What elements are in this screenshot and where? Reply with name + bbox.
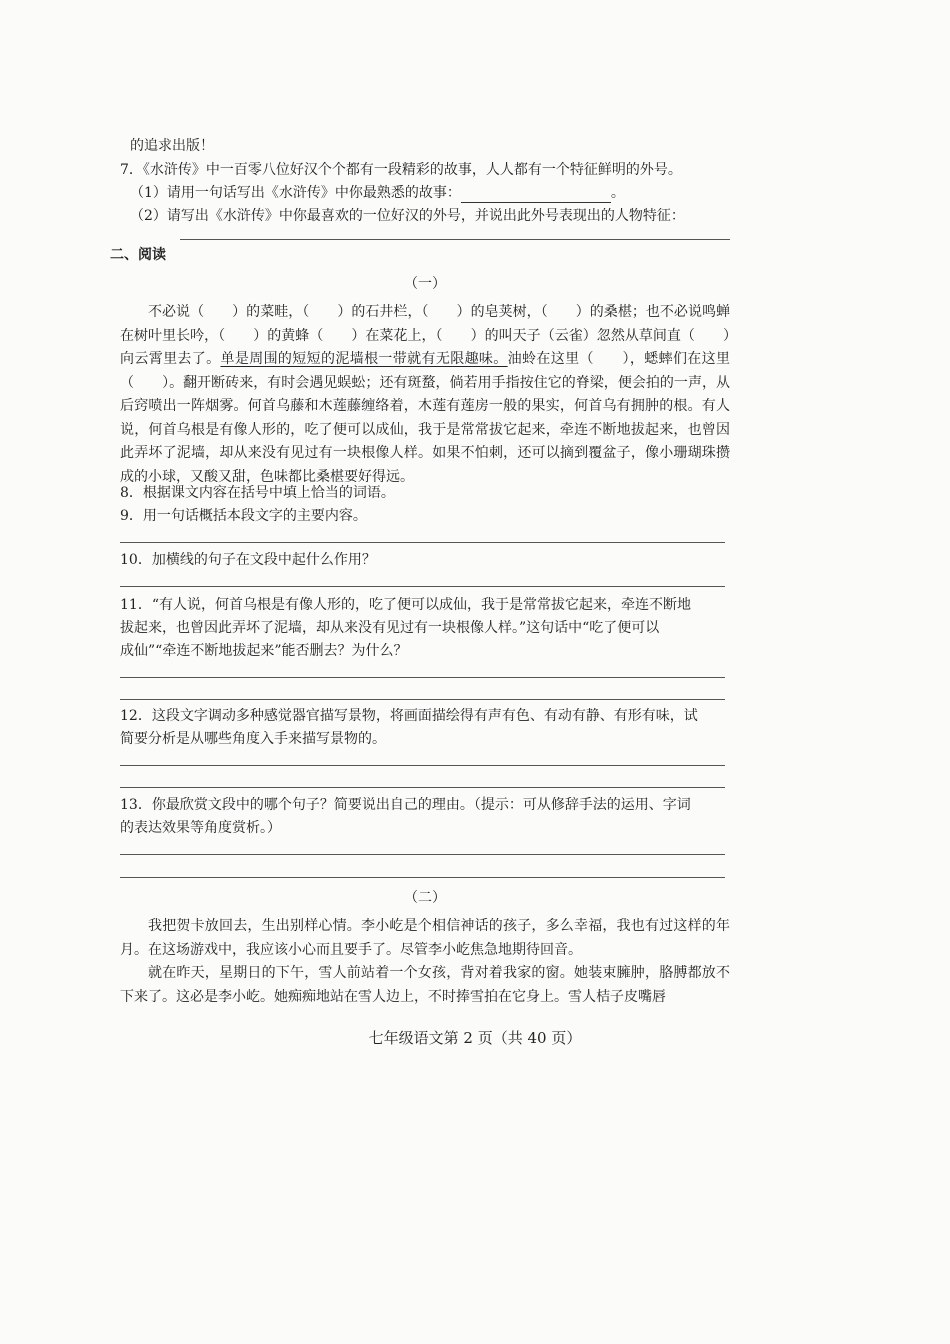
question-11-line2: 拔起来，也曾因此弄坏了泥墙，却从来没有见过有一块根像人样。”这句话中“吃了便可以: [120, 620, 660, 636]
answer-line[interactable]: [120, 586, 725, 587]
answer-line[interactable]: [180, 239, 730, 240]
answer-line[interactable]: [120, 787, 725, 788]
answer-line[interactable]: [120, 542, 725, 543]
underlined-sentence: 单是周围的短短的泥墙根一带就有无限趣味。: [220, 351, 508, 367]
text-line: 的追求出版！: [130, 138, 214, 154]
reading-passage-2-para1: 我把贺卡放回去，生出别样心情。李小屹是个相信神话的孩子，多么幸福，我也有过这样的年月。在这场游戏中，我应该小心而且要手了。尽管李小屹焦急地期待回音。: [120, 918, 730, 958]
question-8: 8．根据课文内容在括号中填上恰当的词语。: [120, 485, 395, 501]
answer-line[interactable]: [120, 699, 725, 700]
answer-line[interactable]: [120, 877, 725, 878]
question-10: 10．加横线的句子在文段中起什么作用？: [120, 552, 376, 568]
question-13-line1: 13．你最欣赏文段中的哪个句子？简要说出自己的理由。（提示：可从修辞手法的运用、字词: [120, 797, 691, 813]
reading-passage-2-para2: 就在昨天，星期日的下午，雪人前站着一个女孩，背对着我家的窗。她装束臃肿，胳膊都放不下来了。这必是李小屹。她痴痴地站在雪人边上，不时捧雪拍在它身上。雪人桔子皮嘴唇: [120, 965, 730, 1005]
answer-line[interactable]: [120, 765, 725, 766]
answer-line[interactable]: [120, 677, 725, 678]
question-12-line1: 12．这段文字调动多种感觉器官描写景物，将画面描绘得有声有色、有动有静、有形有味，试: [120, 708, 698, 724]
question-9: 9．用一句话概括本段文字的主要内容。: [120, 508, 367, 524]
answer-line[interactable]: [120, 854, 725, 855]
part-heading-1: （一）: [404, 276, 446, 292]
question-12-line2: 简要分析是从哪些角度入手来描写景物的。: [120, 731, 386, 747]
part-heading-2: （二）: [404, 890, 446, 906]
question-11-line1: 11．“有人说，何首乌根是有像人形的，吃了便可以成仙，我于是常常拔它起来，牵连不断地: [120, 597, 691, 613]
page-footer: 七年级语文第 2 页（共 40 页）: [368, 1029, 582, 1047]
section-heading: 二、阅读: [110, 247, 166, 263]
question-13-line2: 的表达效果等角度赏析。）: [120, 820, 281, 836]
reading-passage-1: 不必说（ ）的菜畦，（ ）的石井栏，（ ）的皂荚树，（ ）的桑椹；也不必说鸣蝉在树叶里长吟，（ ）的黄蜂（ ）在菜花上，（ ）的叫天子（云雀）忽然从草间直（ ）向云霄里去了。单是周围的短短的泥墙根一带就有无限趣味。油蛉在这里（ ），蟋蟀们在这里（ ）。翻开断砖来，有时会遇见蜈蚣；还有斑蝥，倘若用手指按住它的脊梁，便会拍的一声，从后窍喷出一阵烟雾。何首乌藤和木莲藤缠络着，木莲有莲房一般的果实，何首乌有拥肿的根。有人说，何首乌根是有像人形的，吃了便可以成仙，我于是常常拔它起来，牵连不断地拔起来，也曾因此弄坏了泥墙，却从来没有见过有一块根像人样。如果不怕刺，还可以摘到覆盆子，像小珊瑚珠攒成的小球，又酸又甜，色味都比桑椹要好得远。: [120, 304, 731, 485]
question-7-1: （1）请用一句话写出《水浒传》中你最熟悉的故事： 。: [130, 185, 625, 201]
question-7-2: （2）请写出《水浒传》中你最喜欢的一位好汉的外号，并说出此外号表现出的人物特征：: [130, 208, 685, 224]
answer-blank[interactable]: [461, 188, 611, 203]
question-7: 7．《水浒传》中一百零八位好汉个个都有一段精彩的故事，人人都有一个特征鲜明的外号。: [120, 162, 682, 178]
question-11-line3: 成仙”“牵连不断地拔起来”能否删去？为什么？: [120, 643, 408, 659]
